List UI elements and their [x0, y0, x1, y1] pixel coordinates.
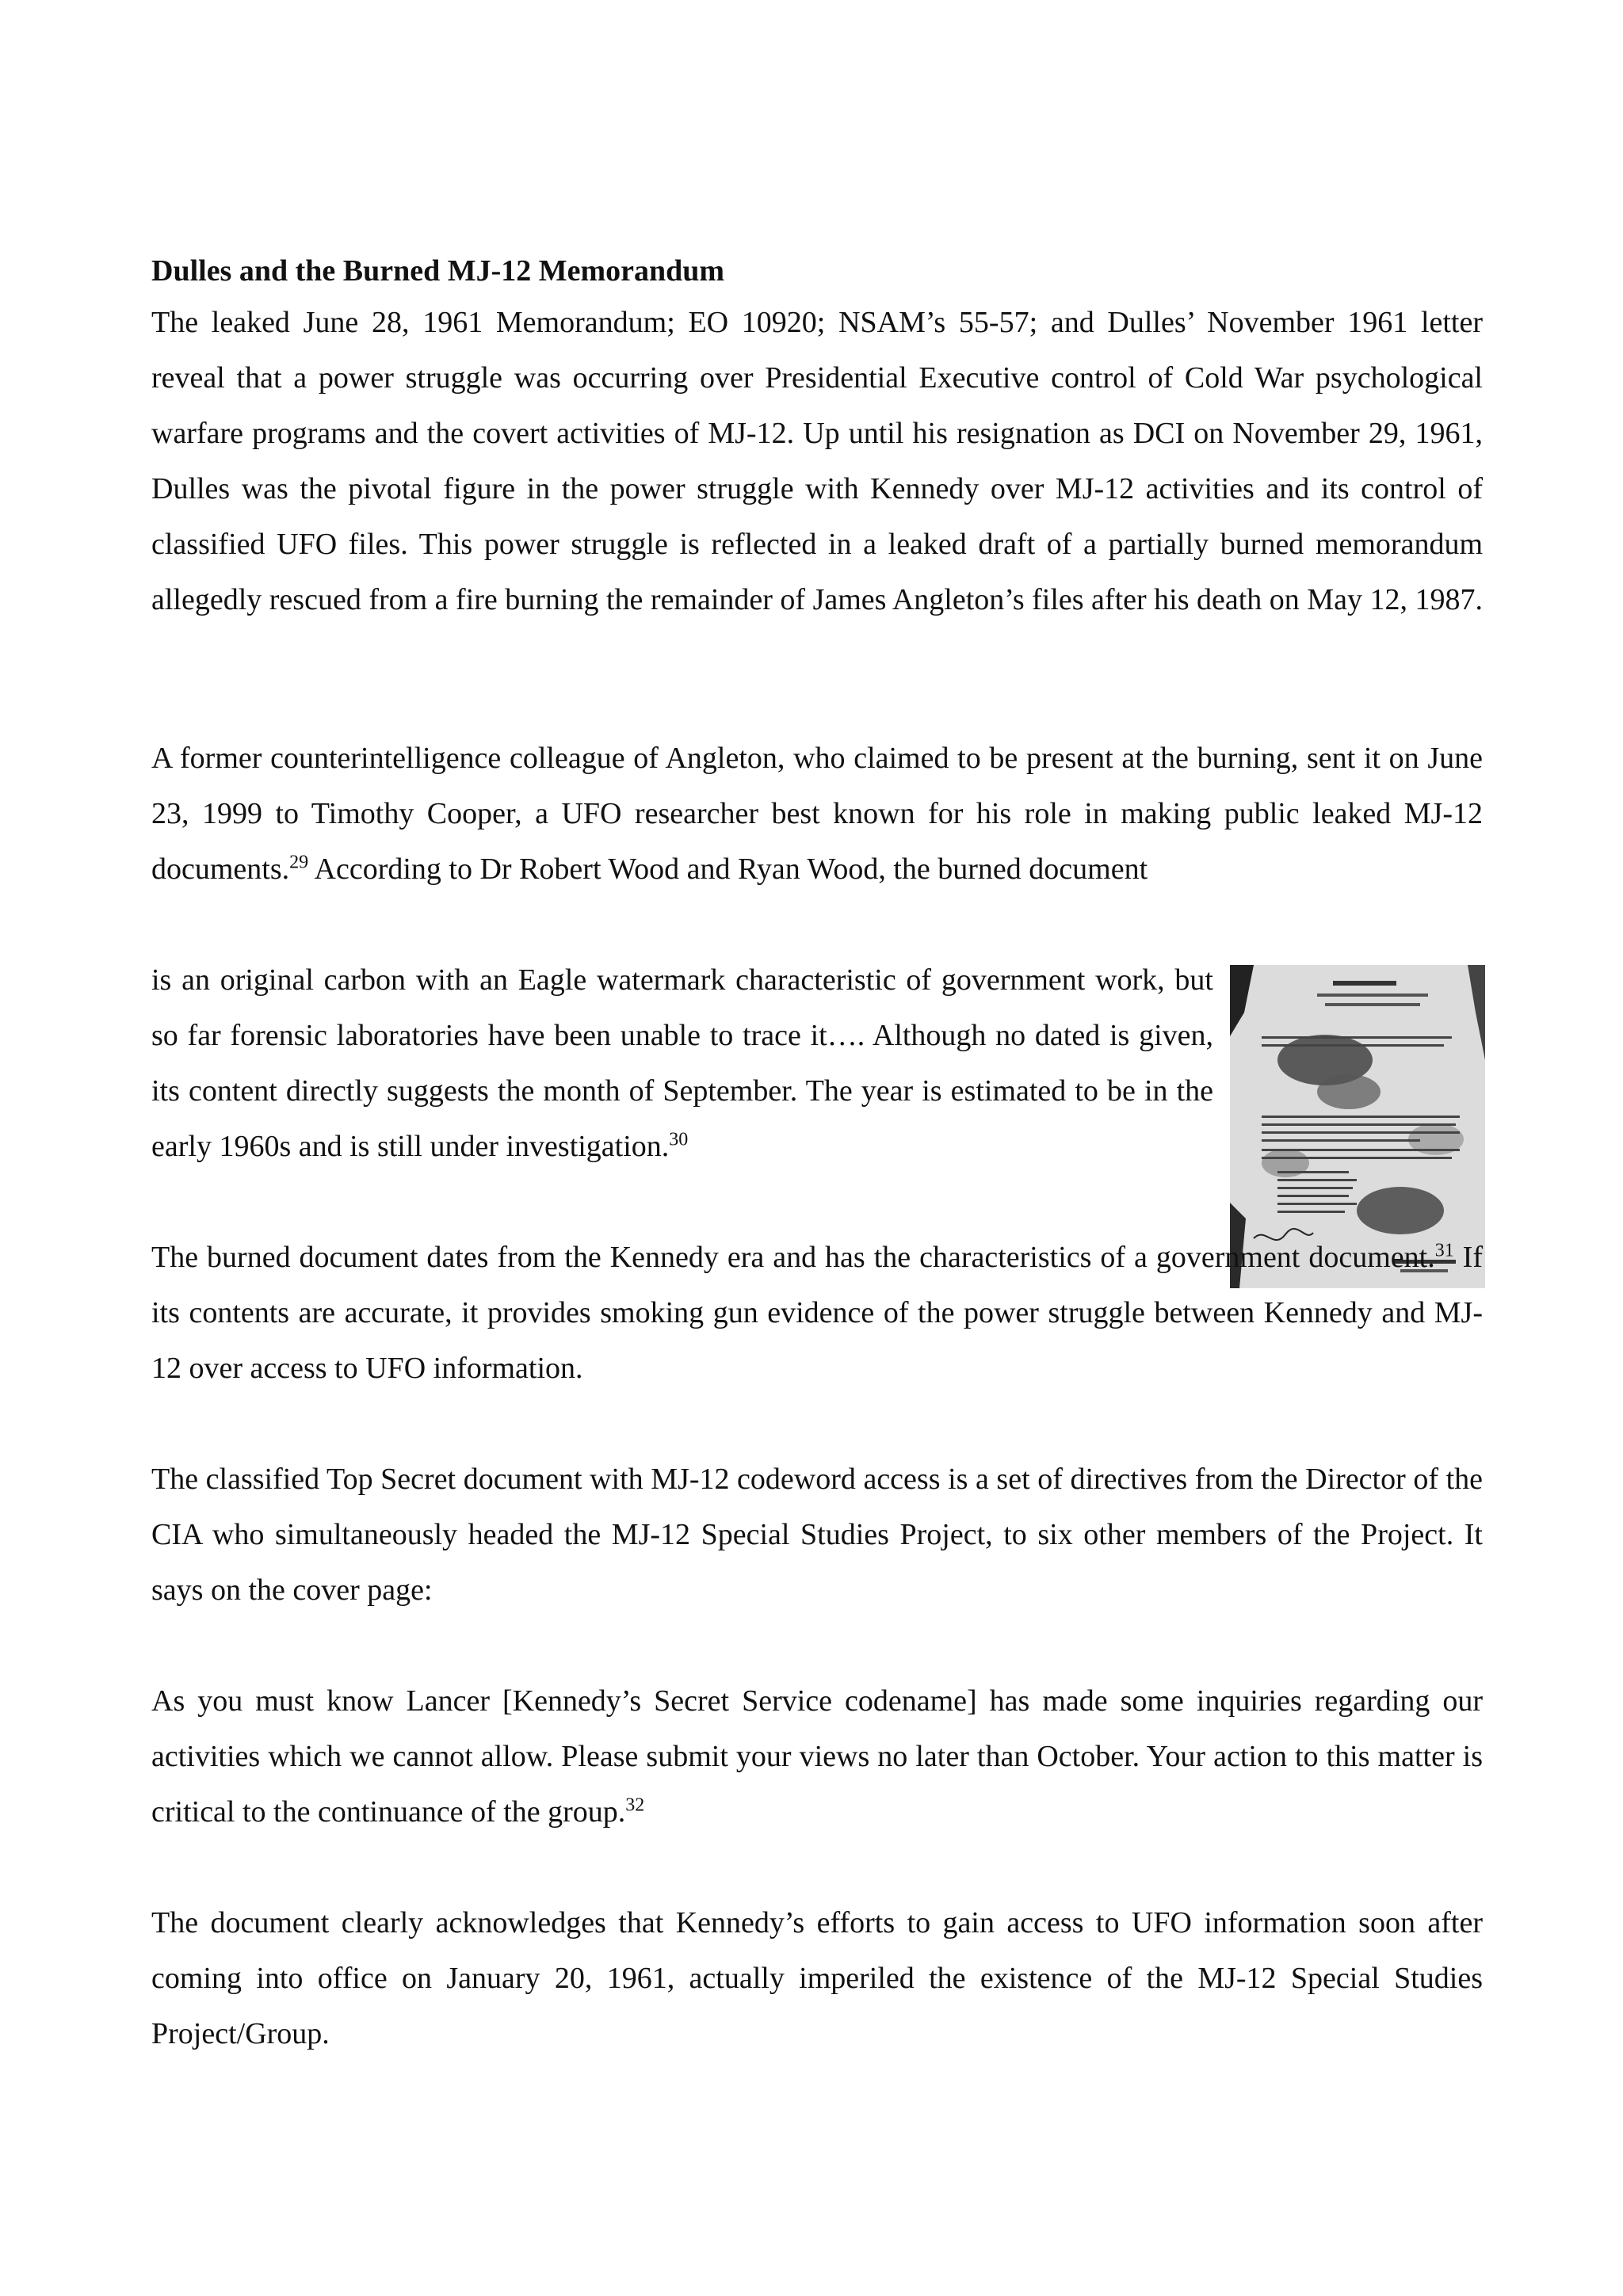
- paragraph-2-body: A former counterintelligence colleague of Angleton, who claimed to be present at the burning, sent it on June 23, 1999 to Timothy Cooper, a UFO researcher best known for his role in making public leaked MJ-12 documents.: [151, 742, 1483, 886]
- paragraph-2: [151, 730, 1483, 897]
- footnote-31[interactable]: 31: [1434, 1240, 1454, 1261]
- paragraph-4-body-after: If its contents are accurate, it provides smoking gun evidence of the power struggle between Kennedy and MJ-12 over access to UFO information.: [151, 1241, 1483, 1385]
- paragraph-7: [151, 1895, 1483, 2061]
- block-quote: [151, 952, 1213, 1174]
- paragraph-1: [151, 295, 1483, 627]
- paragraph-2-body-after: According to Dr Robert Wood and Ryan Wood, the burned document: [308, 852, 1148, 886]
- paragraph-7-text: The document clearly acknowledges that Kennedy’s efforts to gain access to UFO information soon after coming into office on January 20, 1961, actually imperiled the existence of the MJ-12 Special Studies Project/Group.: [151, 1906, 1483, 2050]
- paragraph-4: [151, 1230, 1483, 1396]
- section-heading: Dulles and the Burned MJ-12 Memorandum: [151, 254, 725, 288]
- paragraph-2-text: [151, 730, 1483, 897]
- paragraph-5-text: The classified Top Secret document with MJ-12 codeword access is a set of directives from the Director of the CIA who simultaneously headed the MJ-12 Special Studies Project, to six other members of the Project. It says on the cover page:: [151, 1463, 1483, 1607]
- paragraph-6-text: [151, 1673, 1483, 1840]
- paragraph-6: [151, 1673, 1483, 1840]
- paragraph-4-text: [151, 1230, 1483, 1396]
- paragraph-6-body: As you must know Lancer [Kennedy’s Secret Service codename] has made some inquiries regarding our activities which we cannot allow. Please submit your views no later than October. Your action to this matter is critical to the continuance of the group.: [151, 1684, 1483, 1829]
- footnote-30[interactable]: 30: [669, 1129, 689, 1150]
- block-quote-body: is an original carbon with an Eagle watermark characteristic of government work, but so far forensic laboratories have been unable to trace it…. Although no dated is given, its content directly suggests the month of September. The year is estimated to be in the early 1960s and is still under investigation.: [151, 963, 1213, 1163]
- block-quote-text: [151, 952, 1213, 1174]
- footnote-29[interactable]: 29: [289, 852, 309, 873]
- paragraph-1-text: The leaked June 28, 1961 Memorandum; EO 10920; NSAM’s 55-57; and Dulles’ November 1961 letter reveal that a power struggle was occurring over Presidential Executive control of Cold War psychological warfare programs and the covert activities of MJ-12. Up until his resignation as DCI on November 29, 1961, Dulles was the pivotal figure in the power struggle with Kennedy over MJ-12 activities and its control of classified UFO files. This power struggle is reflected in a leaked draft of a partially burned memorandum allegedly rescued from a fire burning the remainder of James Angleton’s files after his death on May 12, 1987.: [151, 306, 1483, 616]
- paragraph-4-body: The burned document dates from the Kennedy era and has the characteristics of a government document.: [151, 1241, 1435, 1274]
- footnote-32[interactable]: 32: [625, 1794, 645, 1816]
- paragraph-5: [151, 1451, 1483, 1618]
